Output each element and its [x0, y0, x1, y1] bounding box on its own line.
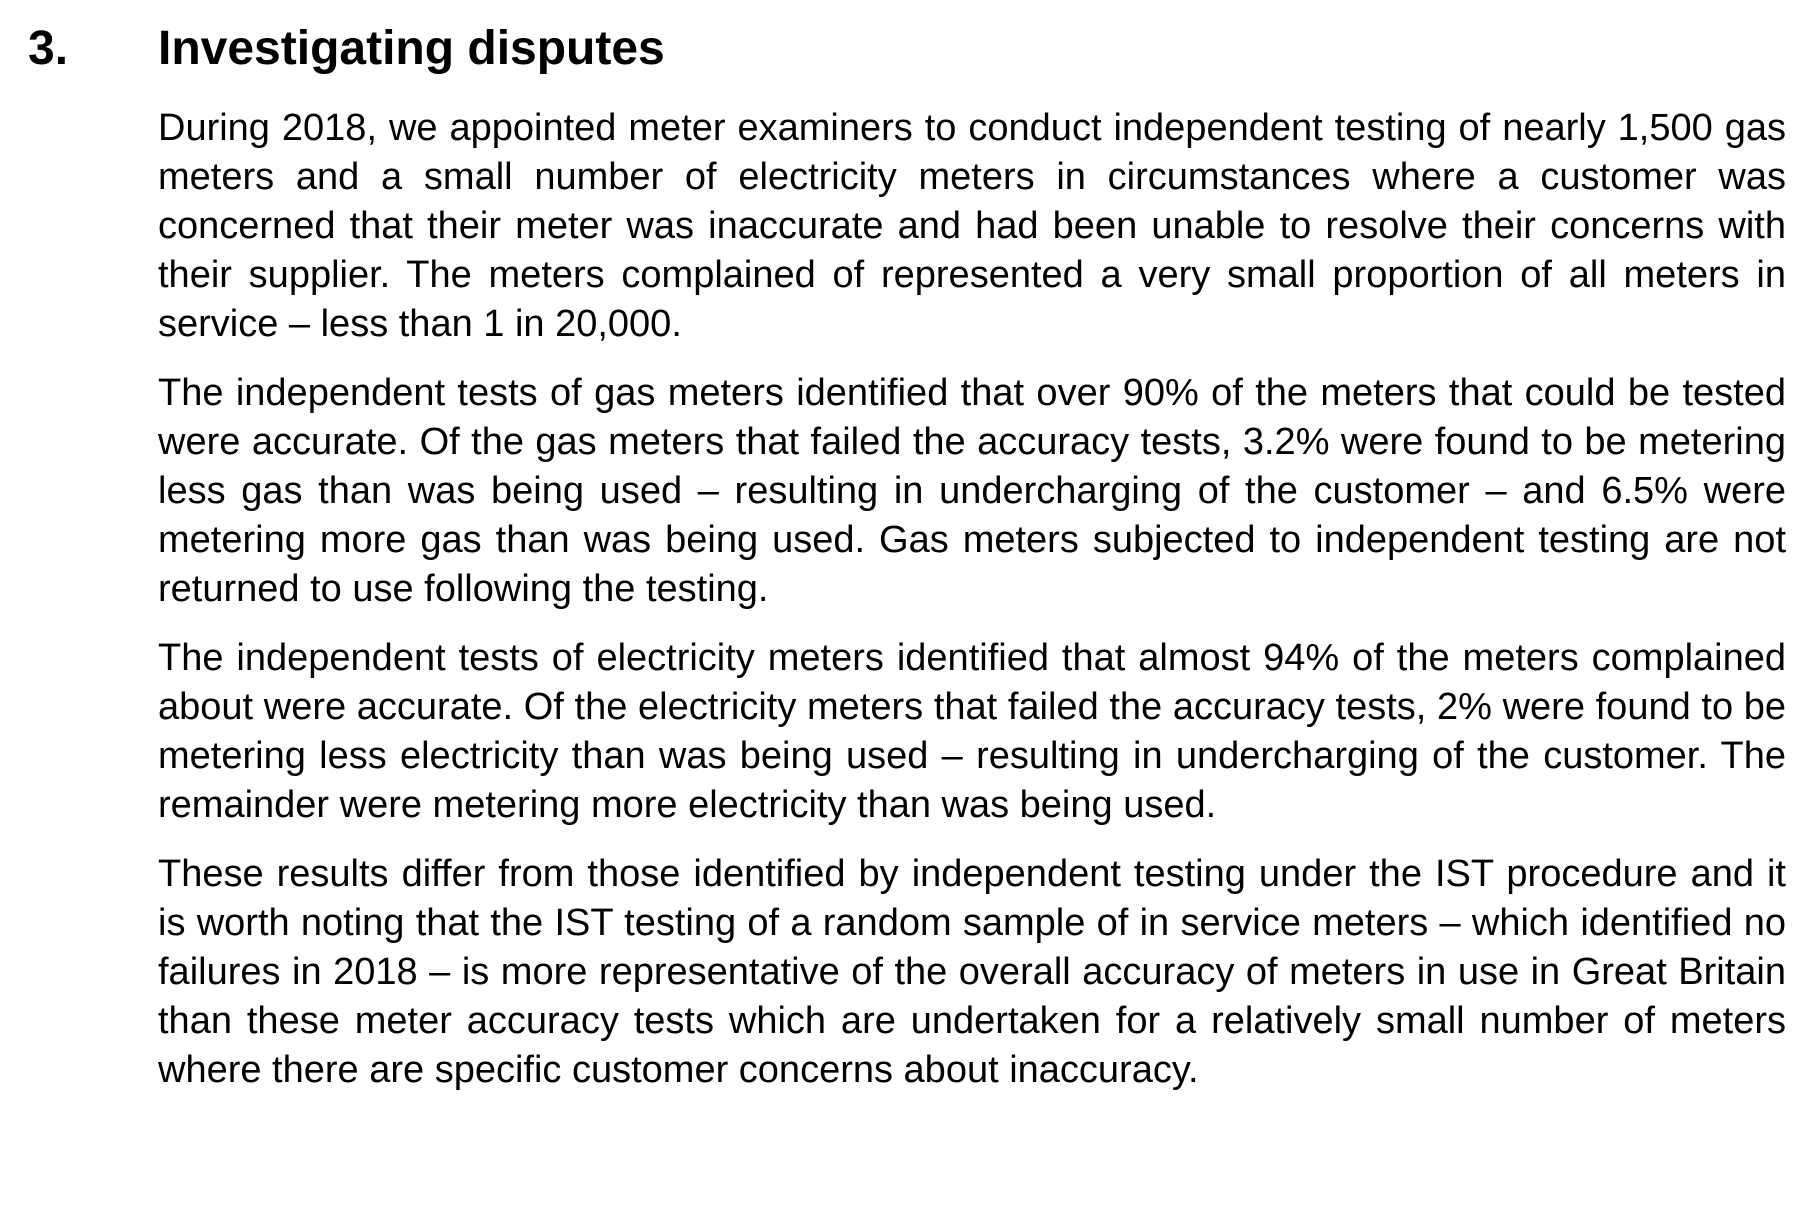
section-body	[158, 104, 1786, 1115]
section-number: 3.	[28, 22, 69, 75]
paragraph-electricity-meter-tests: The independent tests of electricity meters identified that almost 94% of the meters complained about were accurate. Of the electricity meters that failed the accuracy tests, 2% were found to be metering less electricity than was being used – resulting in undercharging of the customer. The remainder were metering more electricity than was being used.	[158, 637, 1786, 826]
section-heading	[28, 14, 1788, 84]
paragraph-appointed-examiners: During 2018, we appointed meter examiners to conduct independent testing of nearly 1,500 gas meters and a small number of electricity meters in circumstances where a customer was concerned that their meter was inaccurate and had been unable to resolve their concerns with their supplier. The meters complained of represented a very small proportion of all meters in service – less than 1 in 20,000.	[158, 107, 1786, 345]
paragraph-gas-meter-tests: The independent tests of gas meters identified that over 90% of the meters that could be tested were accurate. Of the gas meters that failed the accuracy tests, 3.2% were found to be metering less gas than was being used – resulting in undercharging of the customer – and 6.5% were metering more gas than was being used. Gas meters subjected to independent testing are not returned to use following the testing.	[158, 372, 1786, 610]
paragraph-ist-comparison: These results differ from those identified by independent testing under the IST procedure and it is worth noting that the IST testing of a random sample of in service meters – which identified no failures in 2018 – is more representative of the overall accuracy of meters in use in Great Britain than these meter accuracy tests which are undertaken for a relatively small number of meters where there are specific customer concerns about inaccuracy.	[158, 853, 1786, 1091]
section-title: Investigating disputes	[158, 22, 665, 75]
